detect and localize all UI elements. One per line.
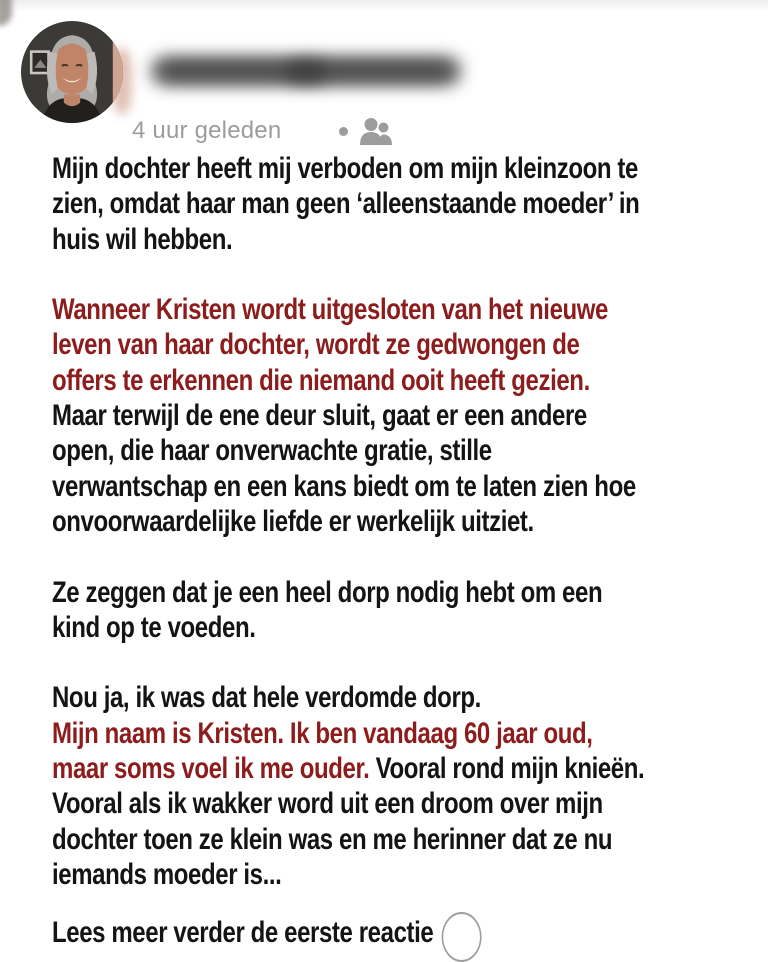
emoji-circle (441, 912, 481, 962)
post-text-line (52, 433, 716, 468)
post-text-line (52, 645, 716, 680)
post-text-line (52, 363, 716, 398)
post-text-line (52, 469, 716, 504)
post-text-run: Vooral als ik wakker word uit een droom over mijn (52, 787, 603, 821)
post-text-run: iemands moeder is... (52, 857, 282, 891)
post-text-line (52, 504, 716, 539)
post-text-run: verwantschap en een kans biedt om te laten zien hoe (52, 469, 636, 503)
post-text-line (52, 398, 716, 433)
post-text-line (52, 610, 716, 645)
meta-separator-dot (339, 127, 348, 136)
post-text-run: Vooral rond mijn knieën. (369, 752, 645, 786)
post-text-line (52, 857, 716, 892)
post-text-line (52, 751, 716, 786)
post-timestamp[interactable]: 4 uur geleden (132, 117, 282, 144)
post-text-line (52, 292, 716, 327)
post-text-line (52, 539, 716, 574)
post-text-line (52, 716, 716, 751)
post-text-line (52, 186, 716, 221)
post-text-line (52, 786, 716, 821)
post-text-accent: Mijn naam is Kristen. Ik ben vandaag 60 jaar oud, (52, 716, 593, 750)
post-text-run: Maar terwijl de ene deur sluit, gaat er een andere (52, 399, 587, 433)
post-header (0, 0, 768, 158)
post-text-accent: Wanneer Kristen wordt uitgesloten van het nieuwe (52, 293, 608, 327)
post-text-run: Lees meer verder de eerste reactie (52, 916, 434, 950)
post-meta-row (132, 114, 394, 148)
avatar-image-icon (21, 21, 123, 123)
post-text-line (52, 222, 716, 257)
username-blurred-blob (286, 60, 326, 84)
post-text-line (52, 257, 716, 292)
post-text-run: open, die haar onverwachte gratie, stille (52, 434, 492, 468)
post-text-run: Ze zeggen dat je een heel dorp nodig hebt om een (52, 575, 603, 609)
post-text-accent: offers te erkennen die niemand ooit heeft gezien. (52, 363, 590, 397)
post-text-run: onvoorwaardelijke liefde er werkelijk uitziet. (52, 504, 534, 538)
post-text-line (52, 822, 716, 857)
post-text-accent: leven van haar dochter, wordt ze gedwongen de (52, 328, 580, 362)
post-text-run: Nou ja, ik was dat hele verdomde dorp. (52, 681, 481, 715)
post-text-line (52, 575, 716, 610)
profile-avatar[interactable] (21, 21, 123, 123)
post-text-run: huis wil hebben. (52, 222, 233, 256)
post-text-run: dochter toen ze klein was en me herinner dat ze nu (52, 822, 613, 856)
post-text-line (52, 680, 716, 715)
post-text-run: kind op te voeden. (52, 610, 256, 644)
post-text-run: Mijn dochter heeft mij verboden om mijn kleinzoon te (52, 152, 638, 185)
post-text-accent: maar soms voel ik me ouder. (52, 752, 370, 786)
post-text-line (52, 327, 716, 362)
post-text-line (52, 892, 716, 950)
post-text (52, 151, 716, 950)
post-text-line (52, 151, 716, 186)
friends-audience-icon (358, 115, 394, 147)
post-text-run: zien, omdat haar man geen ‘alleenstaande moeder’ in (52, 187, 640, 221)
